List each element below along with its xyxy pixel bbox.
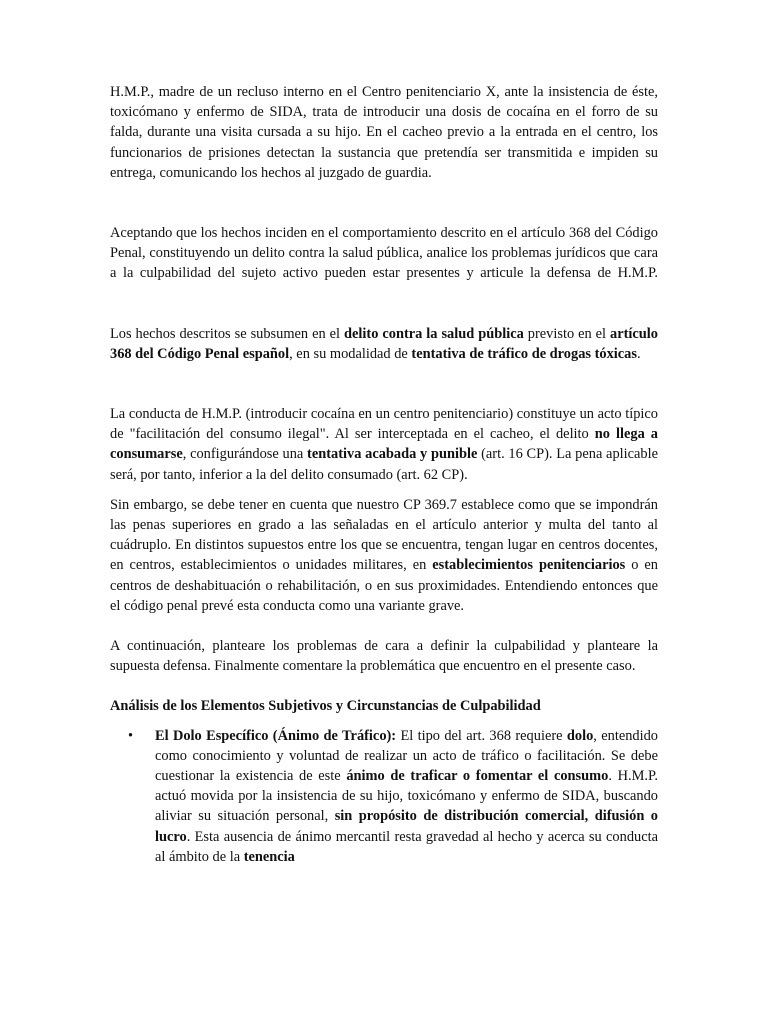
paragraph-plan: A continuación, planteare los problemas de cara a definir la culpabilidad y planteare la supuesta defensa. Finalmente comentare la problemática que encuentro en el presente caso. [110, 638, 658, 675]
bold-run: sin propósito de distribución comercial, difusión o lucro [155, 808, 658, 845]
text-run: previsto en el [523, 325, 611, 342]
bold-run: ánimo de traficar o fomentar el consumo [346, 768, 609, 785]
text-run: Los hechos descritos se subsumen en el [110, 325, 345, 342]
paragraph-question: Aceptando que los hechos inciden en el comportamiento descrito en el artículo 368 del Código Penal, constituyendo un delito contra la salud pública, analice los problemas jurídicos que cara a la culpabilidad del sujeto activo pueden estar presentes y articule la defensa de H.M.P. [110, 225, 658, 282]
paragraph-case-facts: H.M.P., madre de un recluso interno en el Centro penitenciario X, ante la insistencia de éste, toxicómano y enfermo de SIDA, trata de introducir una dosis de cocaína en el forro de su falda, durante una visita cursada a su hijo. En el cacheo previo a la entrada en el centro, los funcionarios de prisiones detectan la sustancia que pretendía ser transmitida e impiden su entrega, comunicando los hechos al juzgado de guardia. [110, 84, 658, 181]
paragraph-aggravation [110, 495, 658, 616]
document-page [110, 82, 658, 867]
bold-run: tentativa acabada y punible [307, 446, 478, 463]
text-run: . [636, 345, 641, 362]
text-run: La conducta de H.M.P. (introducir cocaína en un centro penitenciario) constituye un acto típico de "facilitación del consumo ilegal". Al ser interceptada en el cacheo, el delito [110, 406, 658, 443]
text-run: , entendido como conocimiento y voluntad de realizar un acto de tráfico o facilitación. Se debe cuestionar la existencia de este [155, 727, 658, 785]
text-run: , configurándose una [182, 446, 308, 463]
paragraph-attempt [110, 404, 658, 485]
paragraph-classification [110, 324, 658, 364]
bold-run: establecimientos penitenciarios [432, 557, 626, 574]
text-run: (art. 16 CP). La pena aplicable será, por tanto, inferior a la del delito consumado (art. 62 CP). [110, 446, 658, 483]
bold-run: El Dolo Específico (Ánimo de Tráfico): [155, 727, 397, 744]
text-run: El tipo del art. 368 requiere [396, 727, 567, 744]
bold-run: tentativa de tráfico de drogas tóxicas [411, 345, 637, 362]
bold-run: delito contra la salud pública [344, 325, 524, 342]
bold-run: no llega a consumarse [110, 426, 658, 463]
text-run: . H.M.P. actuó movida por la insistencia de su hijo, toxicómano y enfermo de SIDA, buscando aliviar su situación personal, [155, 768, 658, 825]
list-item-text [155, 726, 658, 867]
text-run: . Esta ausencia de ánimo mercantil resta gravedad al hecho y acerca su conducta al ámbito de la [155, 828, 658, 865]
text-run: , en su modalidad de [289, 345, 412, 362]
bold-run: dolo [566, 727, 594, 744]
bullet-list [110, 726, 658, 867]
bullet-icon: • [128, 727, 134, 744]
section-heading: Análisis de los Elementos Subjetivos y Circunstancias de Culpabilidad [110, 698, 541, 715]
bold-run: artículo 368 del Código Penal español [110, 325, 658, 362]
text-run: o en centros de deshabituación o rehabilitación, o en sus proximidades. Entendiendo entonces que el código penal prevé esta conducta como una variante grave. [110, 557, 658, 614]
bold-run: tenencia [243, 848, 295, 865]
list-item [110, 726, 658, 867]
text-run: Sin embargo, se debe tener en cuenta que nuestro CP 369.7 establece como que se impondrán las penas superiores en grado a las señaladas en el artículo anterior y multa del tanto al cuádruplo. En distintos supuestos entre los que se encuentra, tengan lugar en centros docentes, en centros, establecimientos o unidades militares, en [110, 496, 658, 574]
